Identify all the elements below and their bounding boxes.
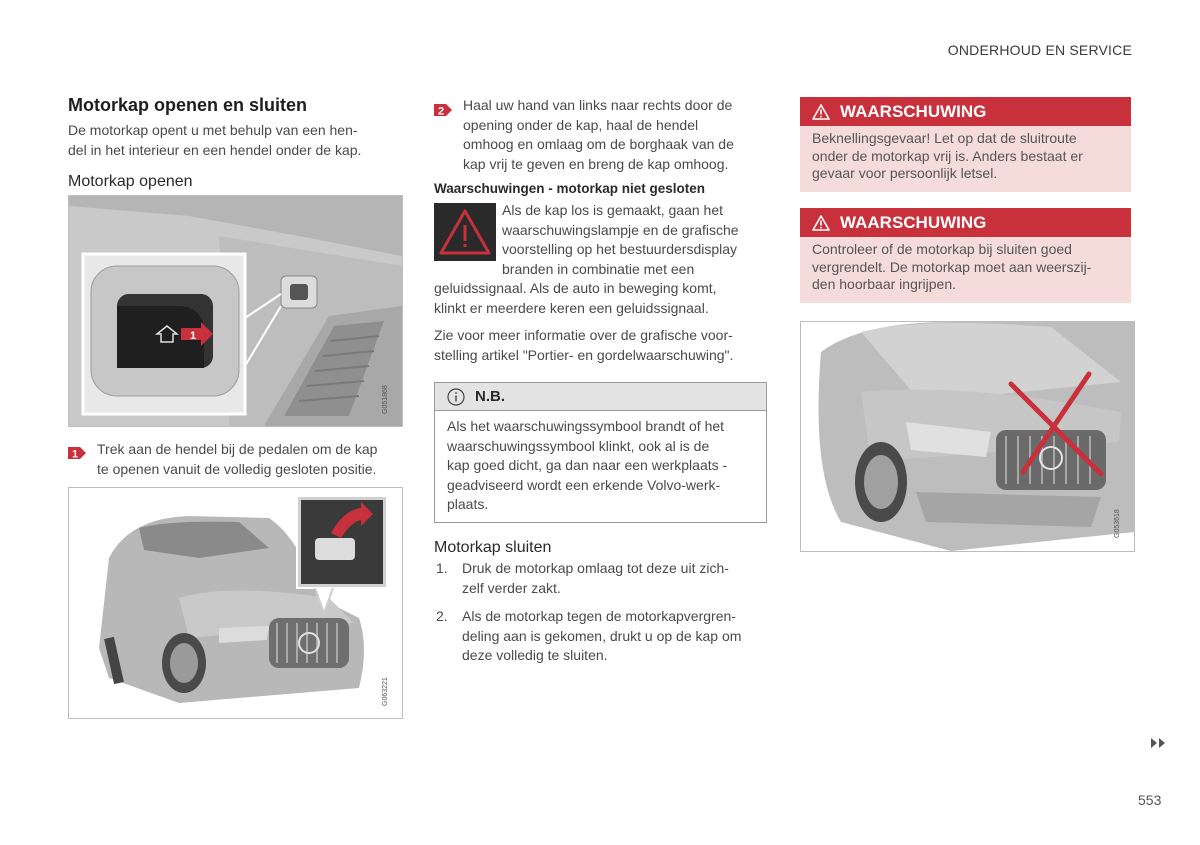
note-header [435, 383, 766, 411]
step-2-number: 2 [438, 105, 445, 118]
page-title: Motorkap openen en sluiten [68, 95, 308, 115]
figure-code: G063221 [382, 677, 389, 706]
hood-lever-illustration [69, 196, 402, 426]
note-text: Als het waarschuwingssymbool brandt of het waarschuwingssymbool klinkt, ook al is de kap goed dicht, ga dan naar een werkplaats - geadviseerd wordt een erkende Volvo-werk- plaats. [447, 418, 728, 512]
warning-triangle-icon [812, 104, 830, 120]
figure-code: G051868 [382, 385, 389, 414]
step-1-text: Trek aan de hendel bij de pedalen om de kap te openen vanuit de volledig gesloten positie. [97, 441, 378, 477]
double-chevron-right-icon[interactable] [1150, 736, 1166, 748]
subtitle-open: Motorkap openen [68, 173, 193, 190]
close-steps-list [434, 559, 774, 666]
warning-text-short: Als de kap los is gemaakt, gaan het waarschuwingslampje en de grafische voorstelling op het bestuurdersdisplay branden in combinatie met een [502, 202, 739, 277]
car-illustration [69, 488, 402, 718]
note-title: N.B. [475, 388, 505, 405]
warning-header [800, 208, 1131, 237]
step-1-number: 1 [72, 448, 79, 461]
list-item-text: Als de motorkap tegen de motorkapvergren- deling aan is gekomen, drukt u op de kap om deze volledig te sluiten. [462, 608, 742, 663]
car-front-illustration [801, 322, 1134, 551]
subtitle-close: Motorkap sluiten [434, 539, 552, 556]
warning-box-1 [800, 97, 1131, 192]
section-header: ONDERHOUD EN SERVICE [947, 42, 1132, 58]
warning-triangle-icon [434, 203, 496, 261]
step-2-text: Haal uw hand van links naar rechts door de opening onder de kap, haal de hendel omhoog en omlaag om de borghaak van de kap vrij te geven en breng de kap omhoog. [463, 97, 734, 172]
figure-car-no-hood-press [800, 321, 1135, 552]
info-icon [447, 388, 465, 406]
figure-code: G053618 [1114, 509, 1121, 538]
figure-hood-lever [68, 195, 403, 427]
warning-box-2 [800, 208, 1131, 303]
page-number: 553 [1138, 792, 1162, 808]
list-item-number: 1. [436, 560, 448, 576]
warning-triangle-icon [812, 215, 830, 231]
warning-subtitle: Waarschuwingen - motorkap niet gesloten [434, 181, 706, 196]
warning-text-long: geluidssignaal. Als de auto in beweging komt, klinkt er meerdere keren een geluidssignaal. [434, 280, 717, 316]
step-2-badge [434, 101, 452, 119]
warning-text: Controleer of de motorkap bij sluiten goed vergrendelt. De motorkap moet aan weerszij- den hoorbaar ingrijpen. [800, 237, 1131, 303]
warning-title: WAARSCHUWING [840, 101, 987, 121]
list-item-number: 2. [436, 608, 448, 624]
note-box [434, 382, 767, 523]
warning-title: WAARSCHUWING [840, 212, 987, 232]
list-item [434, 559, 774, 598]
figure-callout-1: 1 [190, 330, 197, 342]
intro-text: De motorkap opent u met behulp van een hen- del in het interieur en een hendel onder de kap. [68, 122, 362, 158]
warning-header [800, 97, 1131, 126]
list-item [434, 607, 774, 666]
step-1-badge [68, 444, 86, 462]
warning-text: Beknellingsgevaar! Let op dat de sluitroute onder de motorkap vrij is. Anders bestaat er gevaar voor persoonlijk letsel. [800, 126, 1131, 192]
list-item-text: Druk de motorkap omlaag tot deze uit zich- zelf verder zakt. [462, 560, 729, 596]
figure-car-front-lever [68, 487, 403, 719]
info-paragraph: Zie voor meer informatie over de grafische voor- stelling artikel "Portier- en gordelwaarschuwing". [434, 327, 734, 363]
